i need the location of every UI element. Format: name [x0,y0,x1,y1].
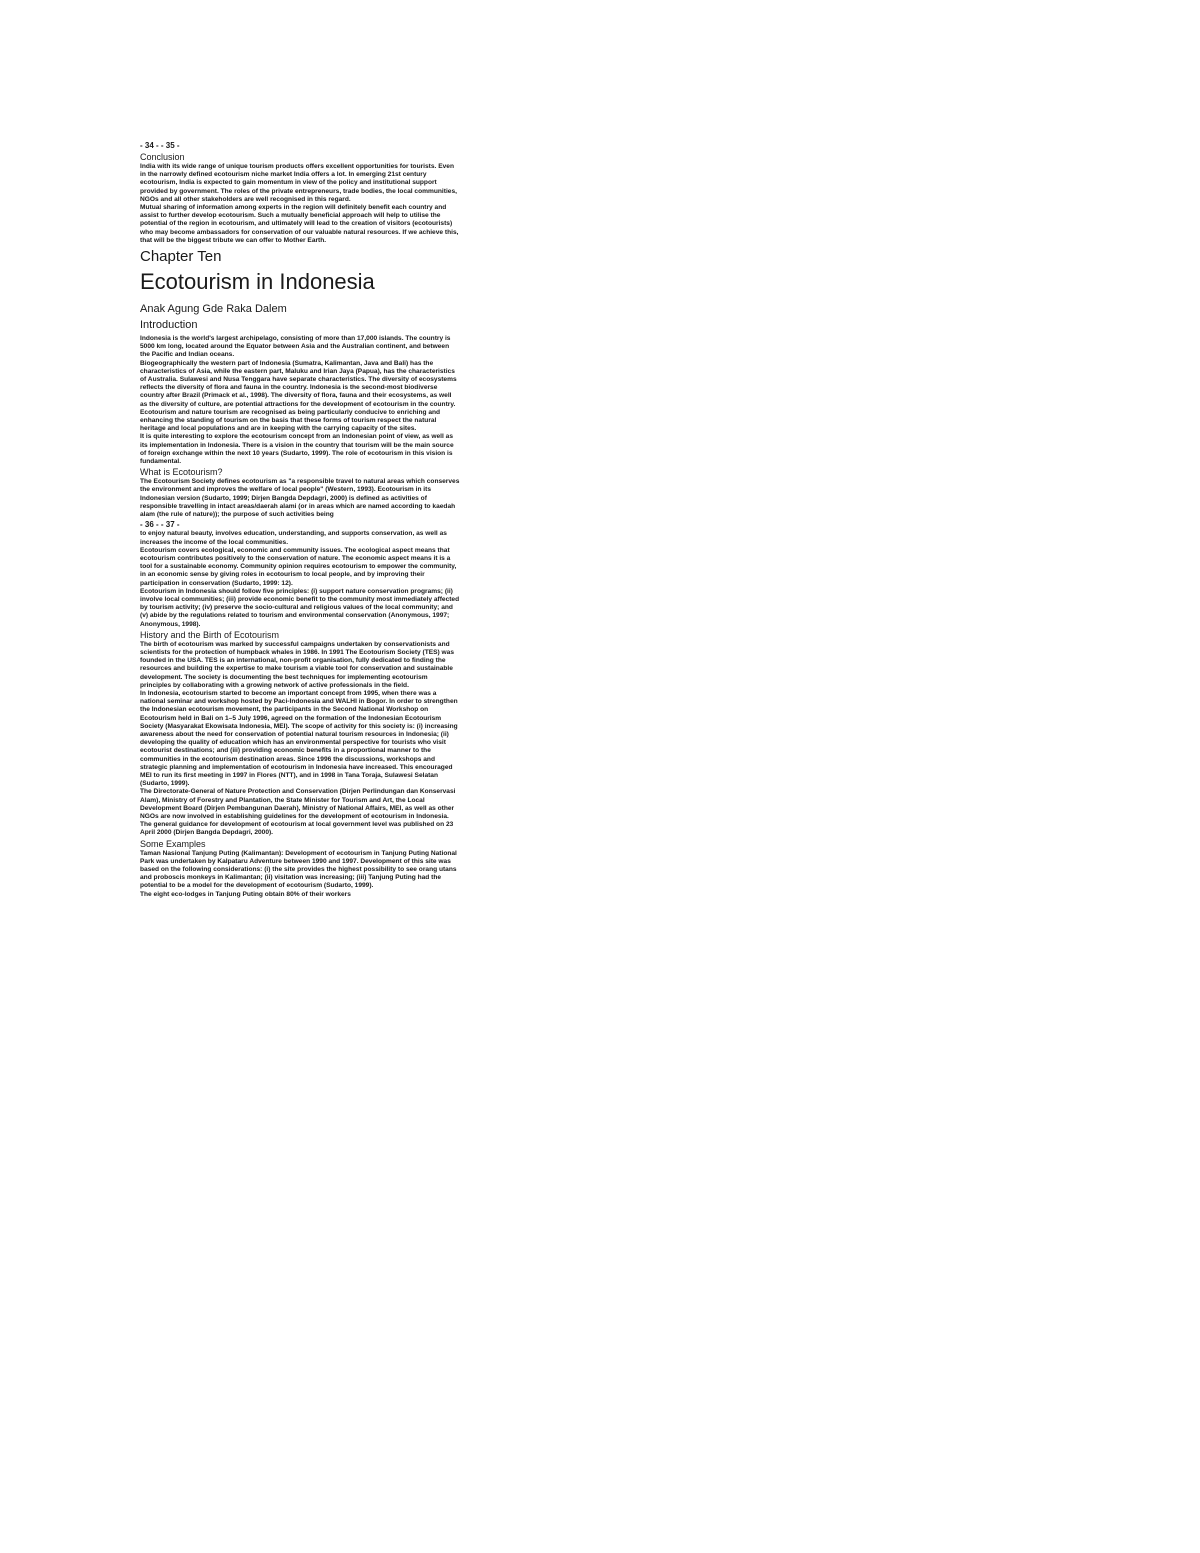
paragraph: Ecotourism and nature tourism are recognised as being particularly conducive to enriching and enhancing the standing of tourism on the basis that these forms of tourism respect the natural heritage and local populations and are in keeping with the carrying capacity of the sites. [140,408,441,433]
what-is-ecotourism-heading: What is Ecotourism? [140,467,223,478]
paragraph: In Indonesia, ecotourism started to become an important concept from 1995, when there was a national seminar and workshop hosted by Paci-Indonesia and WALHI in Bogor. In order to strengthen the Indonesian ecotourism movement, the participants in the Second National Workshop on Ecotourism held in Bali on 1–5 July 1996, agreed on the formation of the Indonesian Ecotourism Society (Masyarakat Ekowisata Indonesia, MEI). The scope of activity for this society is: (i) increasing awareness about the need for conservation of potential natural tourism resources in Indonesia; (ii) developing the quality of education which has an environmental perspective for tourists who visit ecotourist destinations; and (iii) providing economic benefits in a proportional manner to the communities in the ecotourism destination areas. Since 1996 the discussions, workshops and strategic planning and implementation of ecotourism in Indonesia have increased. This encouraged MEI to run its first meeting in 1997 in Flores (NTT), and in 1998 in Tana Toraja, Sulawesi Selatan (Sudarto, 1999). [140,689,458,788]
paragraph: The birth of ecotourism was marked by successful campaigns undertaken by conservationists and scientists for the protection of humpback whales in 1986. In 1991 The Ecotourism Society (TES) was founded in the USA. TES is an international, non-profit organisation, fully dedicated to finding the resources and building the expertise to make tourism a viable tool for conservation and sustainable development. The society is documenting the best techniques for implementing ecotourism principles by collaborating with a growing network of active professionals in the field. [140,640,455,689]
history-heading: History and the Birth of Ecotourism [140,629,280,640]
paragraph: Ecotourism in Indonesia should follow five principles: (i) support nature conservation programs; (ii) involve local communities; (iii) provide economic benefit to the community most immediately affected by tourism activity; (iv) preserve the socio-cultural and religious values of the local community; and (v) abide by the regulations related to tourism and environmental conservation (Anonymous, 1997; Anonymous, 1998). [140,587,460,628]
paragraph: Mutual sharing of information among experts in the region will definitely benefit each country and assist to further develop ecotourism. Such a mutually beneficial approach will help to utilise the potential of the region in ecotourism, and ultimately will lead to the creation of visitors (ecotourists) who may become ambassadors for conservation of our valuable natural resources. If we achieve this, that will be the biggest tribute we can offer to Mother Earth. [140,204,459,244]
page-numbers: - 36 - - 37 - [140,520,180,530]
paragraph: It is quite interesting to explore the ecotourism concept from an Indonesian point of view, as well as its implementation in Indonesia. There is a vision in the country that tourism will be the main source of foreign exchange within the next 10 years (Sudarto, 1999). The role of ecotourism in this vision is fundamental. [140,433,454,466]
page-numbers: - 34 - - 35 - [140,141,180,150]
paragraph: Taman Nasional Tanjung Puting (Kalimantan): Development of ecotourism in Tanjung Puting National Park was undertaken by Kalpataru Adventure between 1990 and 1997. Development of this site was based on the following considerations: (i) the site provides the highest possibility to see orang utans and proboscis monkeys in Kalimantan; (ii) visitation was increasing; (iii) Tanjung Puting had the potential to be a model for the development of ecotourism (Sudarto, 1999). [140,849,457,890]
paragraph: India with its wide range of unique tourism products offers excellent opportunities for tourists. Even in the narrowly defined ecotourism niche market India offers a lot. In emerging 21st century ecotourism, India is expected to gain momentum in view of the policy and institutional support provided by government. The roles of the private entrepreneurs, trade bodies, the local communities, NGOs and all other stakeholders are well recognised in this regard. [140,163,457,203]
chapter-label: Chapter Ten [140,248,222,266]
chapter-author: Anak Agung Gde Raka Dalem [140,303,287,316]
conclusion-heading: Conclusion [140,152,185,162]
paragraph: The Ecotourism Society defines ecotourism as "a responsible travel to natural areas which conserves the environment and improves the welfare of local people" (Western, 1993). Ecotourism in its Indonesian version (Sudarto, 1999; Dirjen Bangda Depdagri, 2000) is defined as activities of responsible travelling in intact areas/daerah alami (or in areas which are named according to kaedah alam (the rule of nature)); the purpose of such activities being [140,478,460,519]
paragraph: The Directorate-General of Nature Protection and Conservation (Dirjen Perlindungan dan Konservasi Alam), Ministry of Forestry and Plantation, the State Minister for Tourism and Art, the Local Development Board (Dirjen Pembangunan Daerah), Ministry of National Affairs, MEI, as well as other NGOs are now involved in establishing guidelines for the development of ecotourism in Indonesia. The general guidance for development of ecotourism at local government level was published on 23 April 2000 (Dirjen Bangda Depdagri, 2000). [140,788,456,837]
chapter-title: Ecotourism in Indonesia [140,269,375,295]
paragraph: Indonesia is the world's largest archipelago, consisting of more than 17,000 islands. The country is 5000 km long, located around the Equator between Asia and the Australian continent, and between the Pacific and Indian oceans. [140,335,451,359]
some-examples-heading: Some Examples [140,838,206,849]
document-page [140,140,460,899]
paragraph: Biogeographically the western part of Indonesia (Sumatra, Kalimantan, Java and Bali) has the characteristics of Asia, while the eastern part, Maluku and Irian Jaya (Papua), has the characteristics of Australia. Sulawesi and Nusa Tenggara have separate characteristics. The diversity of ecosystems reflects the diversity of flora and fauna in the country. Indonesia is the second-most biodiverse country after Brazil (Primack et al., 1998). The diversity of flora, fauna and their ecosystems, as well as the diversity of culture, are potential attractions for the development of ecotourism in the country. [140,359,457,408]
paragraph: The eight eco-lodges in Tanjung Puting obtain 80% of their workers [140,890,351,898]
paragraph: Ecotourism covers ecological, economic and community issues. The ecological aspect means that ecotourism contributes positively to the conservation of nature. The economic aspect means it is a tool for a sustainable economy. Community opinion requires ecotourism to empower the community, in an economic sense by giving roles in ecotourism to local people, and by improving their participation in conservation (Sudarto, 1999: 12). [140,546,457,587]
paragraph: to enjoy natural beauty, involves education, understanding, and supports conservation, as well as increases the income of the local communities. [140,530,447,546]
introduction-heading: Introduction [140,319,198,332]
